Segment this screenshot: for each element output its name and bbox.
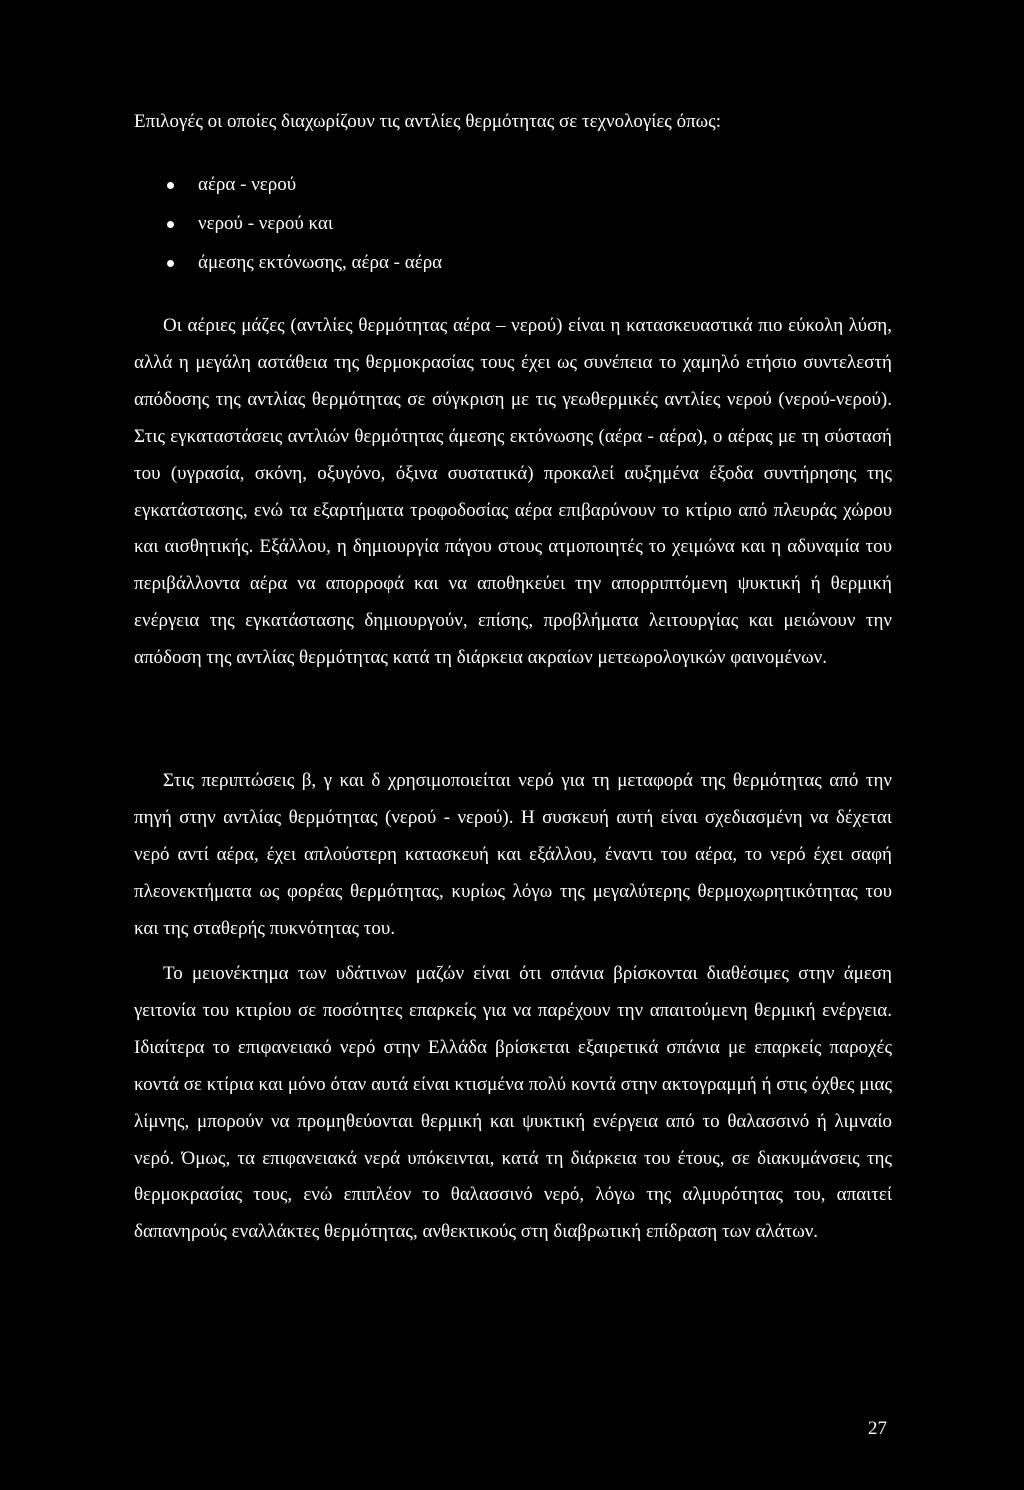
bullet-icon <box>167 221 174 228</box>
bullet-icon <box>167 260 174 267</box>
bullet-text: νερού - νερού και <box>198 213 333 234</box>
bullet-text: αέρα - νερού <box>198 174 297 195</box>
intro-text: Επιλογές οι οποίες διαχωρίζουν τις αντλίες θερμότητας σε τεχνολογίες όπως: <box>134 111 721 132</box>
paragraph-water-disadvantage: Το μειονέκτημα των υδάτινων μαζών είναι ότι σπάνια βρίσκονται διαθέσιμες στην άμεση γειτονία του κτιρίου σε ποσότητες επαρκείς για να παρέχουν την απαιτούμενη θερμική ενέργεια. Ιδιαίτερα το επιφανειακό νερό στην Ελλάδα βρίσκεται εξαιρετικά σπάνια με επαρκείς παροχές κοντά σε κτίρια και μόνο όταν αυτά είναι κτισμένα πολύ κοντά στην ακτογραμμή ή στις όχθες μιας λίμνης, μπορούν να προμηθεύονται θερμική και ψυκτική ενέργεια από το θαλασσινό ή λιμναίο νερό. Όμως, τα επιφανειακά νερά υπόκεινται, κατά τη διάρκεια του έτους, σε διακυμάνσεις της θερμοκρασίας τους, ενώ επιπλέον το θαλασσινό νερό, λόγω της αλμυρότητας του, απαιτεί δαπανηρούς εναλλάκτες θερμότητας, ανθεκτικούς στη διαβρωτική επίδραση των αλάτων. <box>134 963 892 1243</box>
bullet-icon <box>167 182 174 189</box>
paragraph-air-masses: Οι αέριες μάζες (αντλίες θερμότητας αέρα – νερού) είναι η κατασκευαστικά πιο εύκολη λύση, αλλά η μεγάλη αστάθεια της θερμοκρασίας τους έχει ως συνέπεια το χαμηλό ετήσιο συντελεστή απόδοσης της αντλίας θερμότητας σε σύγκριση με τις γεωθερμικές αντλίες νερού (νερού-νερού). Στις εγκαταστάσεις αντλιών θερμότητας άμεσης εκτόνωσης (αέρα - αέρα), ο αέρας με τη σύστασή του (υγρασία, σκόνη, οξυγόνο, όξινα συστατικά) προκαλεί αυξημένα έξοδα συντήρησης της εγκατάστασης, ενώ τα εξαρτήματα τροφοδοσίας αέρα επιβαρύνουν το κτίριο από πλευράς χώρου και αισθητικής. Εξάλλου, η δημιουργία πάγου στους ατμοποιητές το χειμώνα και η αδυναμία του περιβάλλοντα αέρα να απορροφά και να αποθηκεύει την απορριπτόμενη ψυκτική ή θερμική ενέργεια της εγκατάστασης δημιουργούν, επίσης, προβλήματα λειτουργίας και μειώνουν την απόδοση της αντλίας θερμότητας κατά τη διάρκεια ακραίων μετεωρολογικών φαινομένων. <box>134 315 892 669</box>
page-number: 27 <box>868 1418 887 1439</box>
bullet-text: άμεσης εκτόνωσης, αέρα - αέρα <box>198 252 443 273</box>
paragraph-water-cases: Στις περιπτώσεις β, γ και δ χρησιμοποιείται νερό για τη μεταφορά της θερμότητας από την πηγή στην αντλίας θερμότητας (νερού - νερού). Η συσκευή αυτή είναι σχεδιασμένη να δέχεται νερό αντί αέρα, έχει απλούστερη κατασκευή και εξάλλου, έναντι του αέρα, το νερό έχει σαφή πλεονεκτήματα ως φορέας θερμότητας, κυρίως λόγω της μεγαλύτερης θερμοχωρητικότητας του και της σταθερής πυκνότητας του. <box>134 770 892 939</box>
